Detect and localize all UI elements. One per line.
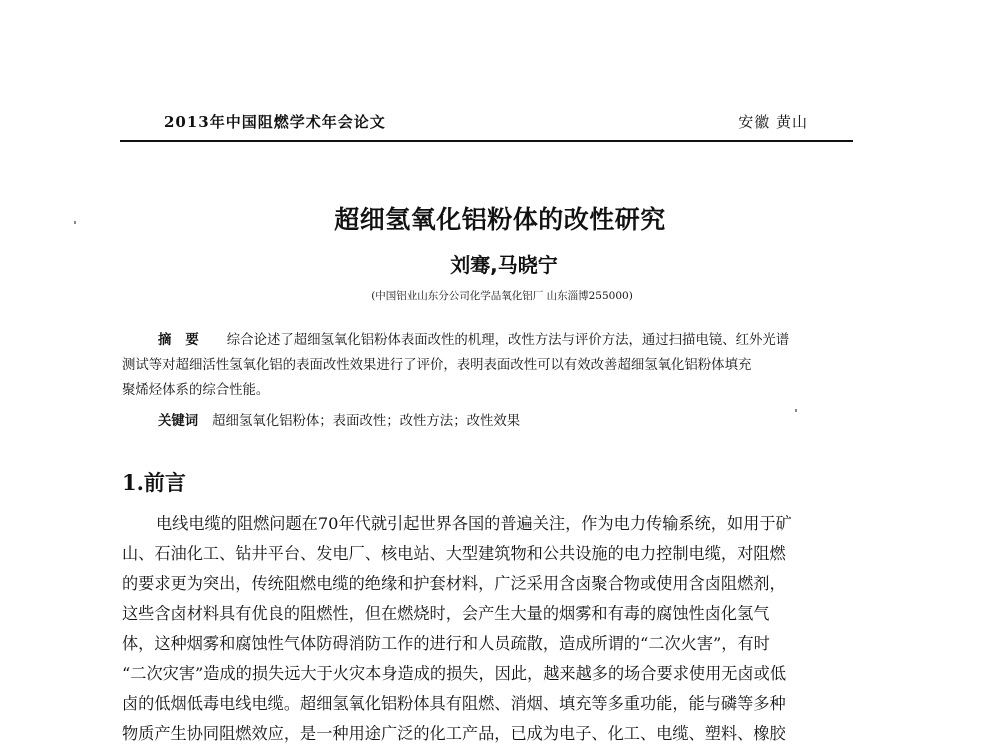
body-line: 的要求更为突出，传统阻燃电缆的绝缘和护套材料，广泛采用含卤聚合物或使用含卤阻燃剂， (122, 574, 786, 593)
abstract (122, 328, 854, 403)
section-heading: 1.前言 (122, 470, 186, 495)
body-line: “二次灾害”造成的损失远大于火灾本身造成的损失，因此，越来越多的场合要求使用无卤或低 (122, 664, 787, 683)
header-rule (120, 140, 853, 142)
abstract-label: 摘要 (158, 333, 213, 348)
paper-authors: 刘骞,马晓宁 (450, 253, 558, 277)
body-line: 卤的低烟低毒电线电缆。超细氢氧化铝粉体具有阻燃、消烟、填充等多重功能，能与磷等多种 (122, 694, 786, 713)
keywords-label: 关键词 (158, 414, 199, 429)
scan-speck (795, 409, 797, 412)
body-line: 电线电缆的阻燃问题在70年代就引起世界各国的普遍关注，作为电力传输系统，如用于矿 (156, 514, 792, 533)
conference-location: 安徽 黄山 (738, 113, 808, 131)
body-line: 物质产生协同阻燃效应，是一种用途广泛的化工产品，已成为电子、化工、电缆、塑料、橡胶 (122, 724, 786, 743)
body-line: 山、石油化工、钻井平台、发电厂、核电站、大型建筑物和公共设施的电力控制电缆，对阻燃 (122, 544, 786, 563)
body-line: 这些含卤材料具有优良的阻燃性，但在燃烧时，会产生大量的烟雾和有毒的腐蚀性卤化氢气 (122, 604, 770, 623)
body-line: 体，这种烟雾和腐蚀性气体防碍消防工作的进行和人员疏散，造成所谓的“二次火害”，有时 (122, 634, 770, 653)
paper-affiliation: (中国铝业山东分公司化学品氧化铝厂 山东淄博255000) (371, 290, 633, 302)
abstract-line: 聚烯烃体系的综合性能。 (122, 383, 270, 398)
paper-title: 超细氢氧化铝粉体的改性研究 (334, 205, 666, 234)
abstract-line: 摘要 综合论述了超细氢氧化铝粉体表面改性的机理，改性方法与评价方法，通过扫描电镜、红外光谱 (158, 333, 790, 348)
abstract-line: 测试等对超细活性氢氧化铝的表面改性效果进行了评价，表明表面改性可以有效改善超细氢氧化铝粉体填充 (122, 358, 752, 373)
keywords-text: 超细氢氧化铝粉体；表面改性；改性方法；改性效果 (212, 414, 521, 429)
keywords (158, 409, 520, 434)
running-header (122, 111, 852, 141)
conference-name: 2013年中国阻燃学术年会论文 (164, 113, 386, 131)
section-body (122, 509, 854, 749)
